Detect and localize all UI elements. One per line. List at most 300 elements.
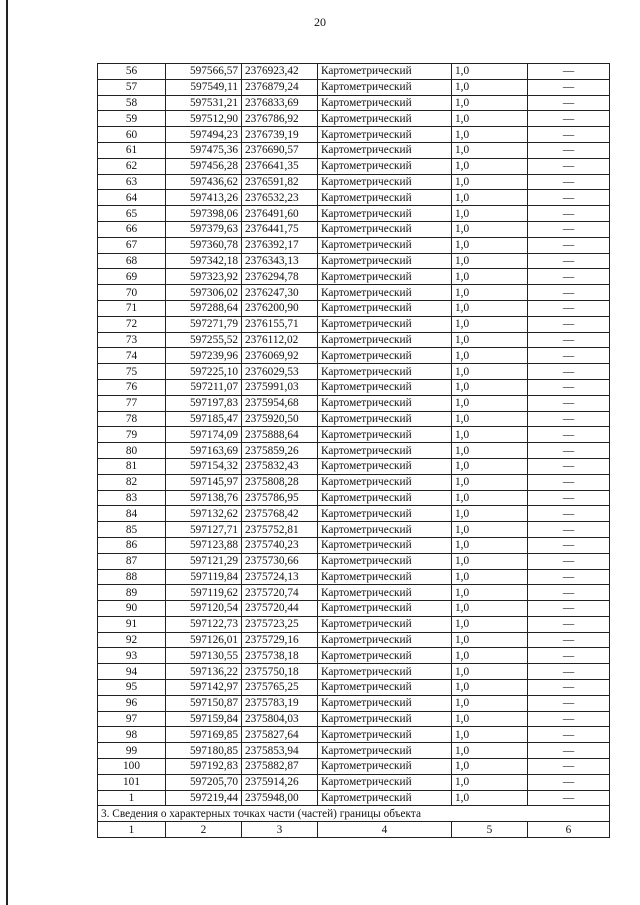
table-row (98, 253, 610, 269)
point-number-cell: 95 (98, 680, 166, 696)
method-cell: Картометрический (318, 158, 452, 174)
method-cell: Картометрический (318, 364, 452, 380)
x-coordinate-cell: 597211,07 (166, 379, 242, 395)
y-coordinate-cell: 2375808,28 (242, 474, 318, 490)
x-coordinate-cell: 597342,18 (166, 253, 242, 269)
note-cell: — (528, 443, 610, 459)
y-coordinate-cell: 2375724,13 (242, 569, 318, 585)
method-cell: Картометрический (318, 458, 452, 474)
point-number-cell: 93 (98, 648, 166, 664)
accuracy-cell: 1,0 (452, 427, 528, 443)
point-number-cell: 57 (98, 79, 166, 95)
point-number-cell: 100 (98, 759, 166, 775)
method-cell: Картометрический (318, 727, 452, 743)
table-row (98, 174, 610, 190)
note-cell: — (528, 664, 610, 680)
y-coordinate-cell: 2375738,18 (242, 648, 318, 664)
note-cell: — (528, 632, 610, 648)
method-cell: Картометрический (318, 206, 452, 222)
method-cell: Картометрический (318, 553, 452, 569)
x-coordinate-cell: 597549,11 (166, 79, 242, 95)
y-coordinate-cell: 2375991,03 (242, 379, 318, 395)
method-cell: Картометрический (318, 269, 452, 285)
method-cell: Картометрический (318, 316, 452, 332)
x-coordinate-cell: 597159,84 (166, 711, 242, 727)
method-cell: Картометрический (318, 711, 452, 727)
point-number-cell: 62 (98, 158, 166, 174)
y-coordinate-cell: 2375859,26 (242, 443, 318, 459)
y-coordinate-cell: 2375720,74 (242, 585, 318, 601)
table-row (98, 474, 610, 490)
accuracy-cell: 1,0 (452, 458, 528, 474)
accuracy-cell: 1,0 (452, 601, 528, 617)
table-row (98, 632, 610, 648)
accuracy-cell: 1,0 (452, 474, 528, 490)
method-cell: Картометрический (318, 221, 452, 237)
accuracy-cell: 1,0 (452, 522, 528, 538)
table-row (98, 443, 610, 459)
accuracy-cell: 1,0 (452, 237, 528, 253)
note-cell: — (528, 79, 610, 95)
point-number-cell: 99 (98, 743, 166, 759)
x-coordinate-cell: 597225,10 (166, 364, 242, 380)
note-cell: — (528, 490, 610, 506)
x-coordinate-cell: 597145,97 (166, 474, 242, 490)
note-cell: — (528, 774, 610, 790)
note-cell: — (528, 379, 610, 395)
method-cell: Картометрический (318, 79, 452, 95)
point-number-cell: 67 (98, 237, 166, 253)
accuracy-cell: 1,0 (452, 585, 528, 601)
method-cell: Картометрический (318, 443, 452, 459)
table-row (98, 553, 610, 569)
point-number-cell: 85 (98, 522, 166, 538)
method-cell: Картометрический (318, 300, 452, 316)
y-coordinate-cell: 2375914,26 (242, 774, 318, 790)
table-row (98, 221, 610, 237)
note-cell: — (528, 206, 610, 222)
y-coordinate-cell: 2375786,95 (242, 490, 318, 506)
x-coordinate-cell: 597475,36 (166, 142, 242, 158)
y-coordinate-cell: 2375730,66 (242, 553, 318, 569)
method-cell: Картометрический (318, 680, 452, 696)
table-row (98, 664, 610, 680)
x-coordinate-cell: 597413,26 (166, 190, 242, 206)
note-cell: — (528, 427, 610, 443)
x-coordinate-cell: 597288,64 (166, 300, 242, 316)
point-number-cell: 91 (98, 616, 166, 632)
note-cell: — (528, 158, 610, 174)
column-number-cell: 2 (166, 822, 242, 838)
y-coordinate-cell: 2376739,19 (242, 127, 318, 143)
point-number-cell: 61 (98, 142, 166, 158)
x-coordinate-cell: 597120,54 (166, 601, 242, 617)
y-coordinate-cell: 2376491,60 (242, 206, 318, 222)
y-coordinate-cell: 2376392,17 (242, 237, 318, 253)
point-number-cell: 1 (98, 790, 166, 806)
y-coordinate-cell: 2376786,92 (242, 111, 318, 127)
column-number-cell: 3 (242, 822, 318, 838)
point-number-cell: 66 (98, 221, 166, 237)
note-cell: — (528, 601, 610, 617)
method-cell: Картометрический (318, 395, 452, 411)
point-number-cell: 87 (98, 553, 166, 569)
y-coordinate-cell: 2375765,25 (242, 680, 318, 696)
x-coordinate-cell: 597169,85 (166, 727, 242, 743)
point-number-cell: 89 (98, 585, 166, 601)
note-cell: — (528, 316, 610, 332)
x-coordinate-cell: 597306,02 (166, 285, 242, 301)
table-row (98, 300, 610, 316)
point-number-cell: 70 (98, 285, 166, 301)
note-cell: — (528, 285, 610, 301)
y-coordinate-cell: 2375954,68 (242, 395, 318, 411)
y-coordinate-cell: 2376343,13 (242, 253, 318, 269)
y-coordinate-cell: 2376200,90 (242, 300, 318, 316)
point-number-cell: 63 (98, 174, 166, 190)
point-number-cell: 82 (98, 474, 166, 490)
method-cell: Картометрический (318, 695, 452, 711)
x-coordinate-cell: 597494,23 (166, 127, 242, 143)
table-row (98, 648, 610, 664)
x-coordinate-cell: 597150,87 (166, 695, 242, 711)
y-coordinate-cell: 2375723,25 (242, 616, 318, 632)
accuracy-cell: 1,0 (452, 648, 528, 664)
note-cell: — (528, 569, 610, 585)
x-coordinate-cell: 597142,97 (166, 680, 242, 696)
method-cell: Картометрический (318, 285, 452, 301)
point-number-cell: 84 (98, 506, 166, 522)
point-number-cell: 75 (98, 364, 166, 380)
x-coordinate-cell: 597122,73 (166, 616, 242, 632)
accuracy-cell: 1,0 (452, 111, 528, 127)
note-cell: — (528, 142, 610, 158)
y-coordinate-cell: 2375740,23 (242, 537, 318, 553)
y-coordinate-cell: 2376591,82 (242, 174, 318, 190)
note-cell: — (528, 458, 610, 474)
y-coordinate-cell: 2375882,87 (242, 759, 318, 775)
table-row (98, 727, 610, 743)
table-row (98, 64, 610, 80)
note-cell: — (528, 395, 610, 411)
table-row (98, 774, 610, 790)
table-row (98, 316, 610, 332)
x-coordinate-cell: 597192,83 (166, 759, 242, 775)
x-coordinate-cell: 597174,09 (166, 427, 242, 443)
method-cell: Картометрический (318, 632, 452, 648)
accuracy-cell: 1,0 (452, 411, 528, 427)
accuracy-cell: 1,0 (452, 790, 528, 806)
point-number-cell: 68 (98, 253, 166, 269)
x-coordinate-cell: 597205,70 (166, 774, 242, 790)
x-coordinate-cell: 597119,84 (166, 569, 242, 585)
accuracy-cell: 1,0 (452, 348, 528, 364)
accuracy-cell: 1,0 (452, 127, 528, 143)
table-row (98, 364, 610, 380)
table-row (98, 332, 610, 348)
x-coordinate-cell: 597323,92 (166, 269, 242, 285)
point-number-cell: 79 (98, 427, 166, 443)
accuracy-cell: 1,0 (452, 506, 528, 522)
y-coordinate-cell: 2375853,94 (242, 743, 318, 759)
method-cell: Картометрический (318, 379, 452, 395)
table-row (98, 743, 610, 759)
accuracy-cell: 1,0 (452, 158, 528, 174)
point-number-cell: 88 (98, 569, 166, 585)
x-coordinate-cell: 597271,79 (166, 316, 242, 332)
accuracy-cell: 1,0 (452, 569, 528, 585)
note-cell: — (528, 474, 610, 490)
x-coordinate-cell: 597360,78 (166, 237, 242, 253)
point-number-cell: 78 (98, 411, 166, 427)
y-coordinate-cell: 2376641,35 (242, 158, 318, 174)
accuracy-cell: 1,0 (452, 64, 528, 80)
accuracy-cell: 1,0 (452, 395, 528, 411)
method-cell: Картометрический (318, 111, 452, 127)
note-cell: — (528, 300, 610, 316)
note-cell: — (528, 522, 610, 538)
method-cell: Картометрический (318, 411, 452, 427)
point-number-cell: 76 (98, 379, 166, 395)
x-coordinate-cell: 597123,88 (166, 537, 242, 553)
table-row (98, 458, 610, 474)
method-cell: Картометрический (318, 190, 452, 206)
accuracy-cell: 1,0 (452, 553, 528, 569)
table-row (98, 142, 610, 158)
point-number-cell: 81 (98, 458, 166, 474)
point-number-cell: 101 (98, 774, 166, 790)
method-cell: Картометрический (318, 237, 452, 253)
x-coordinate-cell: 597121,29 (166, 553, 242, 569)
table-row (98, 95, 610, 111)
column-number-cell: 6 (528, 822, 610, 838)
table-row (98, 490, 610, 506)
table-row (98, 506, 610, 522)
method-cell: Картометрический (318, 506, 452, 522)
method-cell: Картометрический (318, 569, 452, 585)
note-cell: — (528, 237, 610, 253)
accuracy-cell: 1,0 (452, 537, 528, 553)
note-cell: — (528, 506, 610, 522)
y-coordinate-cell: 2376069,92 (242, 348, 318, 364)
y-coordinate-cell: 2376833,69 (242, 95, 318, 111)
y-coordinate-cell: 2376247,30 (242, 285, 318, 301)
note-cell: — (528, 680, 610, 696)
point-number-cell: 94 (98, 664, 166, 680)
y-coordinate-cell: 2375920,50 (242, 411, 318, 427)
page-margin-bar (6, 0, 8, 905)
note-cell: — (528, 711, 610, 727)
x-coordinate-cell: 597456,28 (166, 158, 242, 174)
accuracy-cell: 1,0 (452, 142, 528, 158)
x-coordinate-cell: 597130,55 (166, 648, 242, 664)
x-coordinate-cell: 597127,71 (166, 522, 242, 538)
y-coordinate-cell: 2376029,53 (242, 364, 318, 380)
point-number-cell: 98 (98, 727, 166, 743)
accuracy-cell: 1,0 (452, 190, 528, 206)
accuracy-cell: 1,0 (452, 616, 528, 632)
table-row (98, 395, 610, 411)
point-number-cell: 71 (98, 300, 166, 316)
y-coordinate-cell: 2376294,78 (242, 269, 318, 285)
column-number-cell: 1 (98, 822, 166, 838)
point-number-cell: 64 (98, 190, 166, 206)
x-coordinate-cell: 597239,96 (166, 348, 242, 364)
accuracy-cell: 1,0 (452, 695, 528, 711)
x-coordinate-cell: 597398,06 (166, 206, 242, 222)
accuracy-cell: 1,0 (452, 680, 528, 696)
coordinates-table (97, 63, 610, 838)
point-number-cell: 80 (98, 443, 166, 459)
accuracy-cell: 1,0 (452, 253, 528, 269)
accuracy-cell: 1,0 (452, 727, 528, 743)
table-row (98, 379, 610, 395)
y-coordinate-cell: 2375768,42 (242, 506, 318, 522)
accuracy-cell: 1,0 (452, 174, 528, 190)
point-number-cell: 83 (98, 490, 166, 506)
method-cell: Картометрический (318, 601, 452, 617)
note-cell: — (528, 411, 610, 427)
point-number-cell: 60 (98, 127, 166, 143)
point-number-cell: 65 (98, 206, 166, 222)
accuracy-cell: 1,0 (452, 206, 528, 222)
table-row (98, 522, 610, 538)
section-3-block (98, 806, 610, 838)
accuracy-cell: 1,0 (452, 269, 528, 285)
y-coordinate-cell: 2376879,24 (242, 79, 318, 95)
table-row (98, 585, 610, 601)
accuracy-cell: 1,0 (452, 632, 528, 648)
method-cell: Картометрический (318, 648, 452, 664)
table-row (98, 127, 610, 143)
point-number-cell: 86 (98, 537, 166, 553)
note-cell: — (528, 64, 610, 80)
note-cell: — (528, 95, 610, 111)
table-row (98, 348, 610, 364)
y-coordinate-cell: 2375720,44 (242, 601, 318, 617)
y-coordinate-cell: 2375804,03 (242, 711, 318, 727)
x-coordinate-cell: 597566,57 (166, 64, 242, 80)
note-cell: — (528, 269, 610, 285)
note-cell: — (528, 348, 610, 364)
note-cell: — (528, 253, 610, 269)
table-row (98, 790, 610, 806)
method-cell: Картометрический (318, 64, 452, 80)
accuracy-cell: 1,0 (452, 743, 528, 759)
x-coordinate-cell: 597197,83 (166, 395, 242, 411)
accuracy-cell: 1,0 (452, 490, 528, 506)
method-cell: Картометрический (318, 490, 452, 506)
point-number-cell: 59 (98, 111, 166, 127)
y-coordinate-cell: 2375752,81 (242, 522, 318, 538)
table-row (98, 206, 610, 222)
table-row (98, 695, 610, 711)
x-coordinate-cell: 597126,01 (166, 632, 242, 648)
method-cell: Картометрический (318, 174, 452, 190)
note-cell: — (528, 648, 610, 664)
table-row (98, 427, 610, 443)
accuracy-cell: 1,0 (452, 364, 528, 380)
y-coordinate-cell: 2376690,57 (242, 142, 318, 158)
coordinates-table-body (98, 64, 610, 806)
y-coordinate-cell: 2375948,00 (242, 790, 318, 806)
table-row (98, 190, 610, 206)
point-number-cell: 97 (98, 711, 166, 727)
x-coordinate-cell: 597379,63 (166, 221, 242, 237)
y-coordinate-cell: 2376923,42 (242, 64, 318, 80)
x-coordinate-cell: 597138,76 (166, 490, 242, 506)
point-number-cell: 74 (98, 348, 166, 364)
method-cell: Картометрический (318, 759, 452, 775)
method-cell: Картометрический (318, 774, 452, 790)
note-cell: — (528, 364, 610, 380)
x-coordinate-cell: 597119,62 (166, 585, 242, 601)
method-cell: Картометрический (318, 427, 452, 443)
y-coordinate-cell: 2375888,64 (242, 427, 318, 443)
method-cell: Картометрический (318, 616, 452, 632)
y-coordinate-cell: 2376441,75 (242, 221, 318, 237)
note-cell: — (528, 790, 610, 806)
table-row (98, 711, 610, 727)
note-cell: — (528, 332, 610, 348)
note-cell: — (528, 743, 610, 759)
accuracy-cell: 1,0 (452, 221, 528, 237)
accuracy-cell: 1,0 (452, 316, 528, 332)
table-row (98, 537, 610, 553)
y-coordinate-cell: 2376155,71 (242, 316, 318, 332)
table-row (98, 680, 610, 696)
point-number-cell: 77 (98, 395, 166, 411)
table-row (98, 285, 610, 301)
x-coordinate-cell: 597163,69 (166, 443, 242, 459)
accuracy-cell: 1,0 (452, 332, 528, 348)
point-number-cell: 96 (98, 695, 166, 711)
x-coordinate-cell: 597512,90 (166, 111, 242, 127)
note-cell: — (528, 759, 610, 775)
note-cell: — (528, 616, 610, 632)
point-number-cell: 92 (98, 632, 166, 648)
table-row (98, 111, 610, 127)
method-cell: Картометрический (318, 585, 452, 601)
method-cell: Картометрический (318, 537, 452, 553)
y-coordinate-cell: 2376532,23 (242, 190, 318, 206)
note-cell: — (528, 111, 610, 127)
table-row (98, 269, 610, 285)
column-number-cell: 4 (318, 822, 452, 838)
x-coordinate-cell: 597154,32 (166, 458, 242, 474)
column-number-row (98, 822, 610, 838)
y-coordinate-cell: 2376112,02 (242, 332, 318, 348)
method-cell: Картометрический (318, 664, 452, 680)
y-coordinate-cell: 2375827,64 (242, 727, 318, 743)
note-cell: — (528, 553, 610, 569)
y-coordinate-cell: 2375832,43 (242, 458, 318, 474)
accuracy-cell: 1,0 (452, 443, 528, 459)
x-coordinate-cell: 597185,47 (166, 411, 242, 427)
section-caption: 3. Сведения о характерных точках части (частей) границы объекта (98, 806, 610, 822)
note-cell: — (528, 221, 610, 237)
point-number-cell: 90 (98, 601, 166, 617)
note-cell: — (528, 695, 610, 711)
accuracy-cell: 1,0 (452, 759, 528, 775)
point-number-cell: 58 (98, 95, 166, 111)
method-cell: Картометрический (318, 127, 452, 143)
accuracy-cell: 1,0 (452, 95, 528, 111)
table-row (98, 759, 610, 775)
accuracy-cell: 1,0 (452, 79, 528, 95)
x-coordinate-cell: 597132,62 (166, 506, 242, 522)
x-coordinate-cell: 597255,52 (166, 332, 242, 348)
